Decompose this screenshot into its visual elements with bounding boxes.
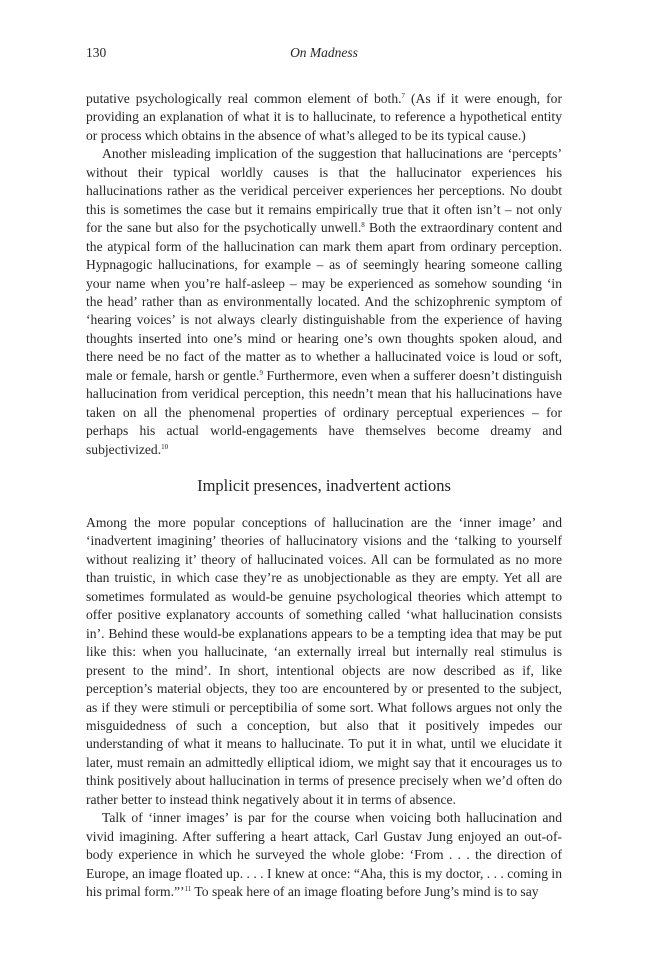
page-number: 130 [86,45,107,60]
body-text-lower [86,514,562,902]
footnote-ref[interactable]: 9 [259,368,263,377]
paragraph: putative psychologically real common element of both.$^7$ (As if it were enough, for providing an explanation of what it is to hallucinate, to reference a hypothetical entity or process which obtains in the absence of what’s alleged to be its typical cause.) [86,91,562,143]
footnote-ref[interactable]: 11 [184,885,192,894]
footnote-ref[interactable]: 10 [161,442,169,451]
footnote-ref[interactable]: 7 [401,92,406,100]
running-head [86,45,562,65]
paragraph: Among the more popular conceptions of hallucination are the ‘inner image’ and ‘inadvertent imagining’ theories of hallucinatory visions and the ‘talking to yourself without realizing it’ theory of hallucinated voices. All can be formulated as no more than truistic, in which case they’re as unobjectionable as they are empty. Yet all are sometimes formulated as would-be genuine psychological theories which attempt to offer positive explanatory accounts of something called ‘what hallucination consists in’. Behind these would-be explanations appears to be a tempting idea that may be put like this: when you hallucinate, ‘an externally irreal but internally real stimulus is present to the mind’. In short, intentional objects are now described as if, like perception’s material objects, they too are encountered by or presented to the subject, as if they were stimuli or perceptibilia of some sort. What follows argues not only the misguidedness of such a conception, but also that it positively impedes our understanding of what it means to hallucinate. To put it in what, until we elucidate it later, must remain an admittedly elliptical idiom, we might say that it encourages us to think positively about hallucination in terms of presence precisely when we’d often do rather better to instead think negatively about it in terms of absence. [86,515,562,807]
footnote-ref[interactable]: 8 [361,221,365,230]
paragraph: Another misleading implication of the suggestion that hallucinations are ‘percepts’ without their typical worldly causes is that the hallucinator experiences his hallucinations rather as the veridical perceiver experiences her perceptions. No doubt this is sometimes the case but it remains empirically true that it often isn’t – not only for the sane but also for the psychotically unwell.$^8$ Both the extraordinary content and the atypical form of the hallucination can mark them apart from ordinary perception. Hypnagogic hallucinations, for example – as of seemingly hearing someone calling your name when you’re half-asleep – may be experienced as somehow sounding ‘in the head’ rather than as environmentally located. And the schizophrenic symptom of ‘hearing voices’ is not always clearly distinguishable from the experience of having thoughts inserted into one’s mind or hearing one’s own thoughts spoken aloud, and there need be no fact of the matter as to whether a hallucinated voice is loud or soft, male or female, harsh or gentle.$^9$ Furthermore, even when a sufferer doesn’t distinguish hallucination from veridical perception, this needn’t mean that his hallucinations have taken on all the phenomenal properties of ordinary perceptual experiences – for perhaps his actual world-engagements have themselves become dreamy and subjectivized.$^{10}$ [86,146,562,457]
running-title: On Madness [290,45,358,60]
section-heading: Implicit presences, inadvertent actions [197,476,451,495]
body-text-upper [86,90,562,459]
paragraph: Talk of ‘inner images’ is par for the course when voicing both hallucination and vivid imagining. After suffering a heart attack, Carl Gustav Jung enjoyed an out-of-body experience in which he surveyed the whole globe: ‘From . . . the direction of Europe, an image floated up. . . . I knew at once: “Aha, this is my doctor, . . . coming in his primal form.”’$^{11}$ To speak here of an image floating before Jung’s mind is to say [86,810,562,900]
